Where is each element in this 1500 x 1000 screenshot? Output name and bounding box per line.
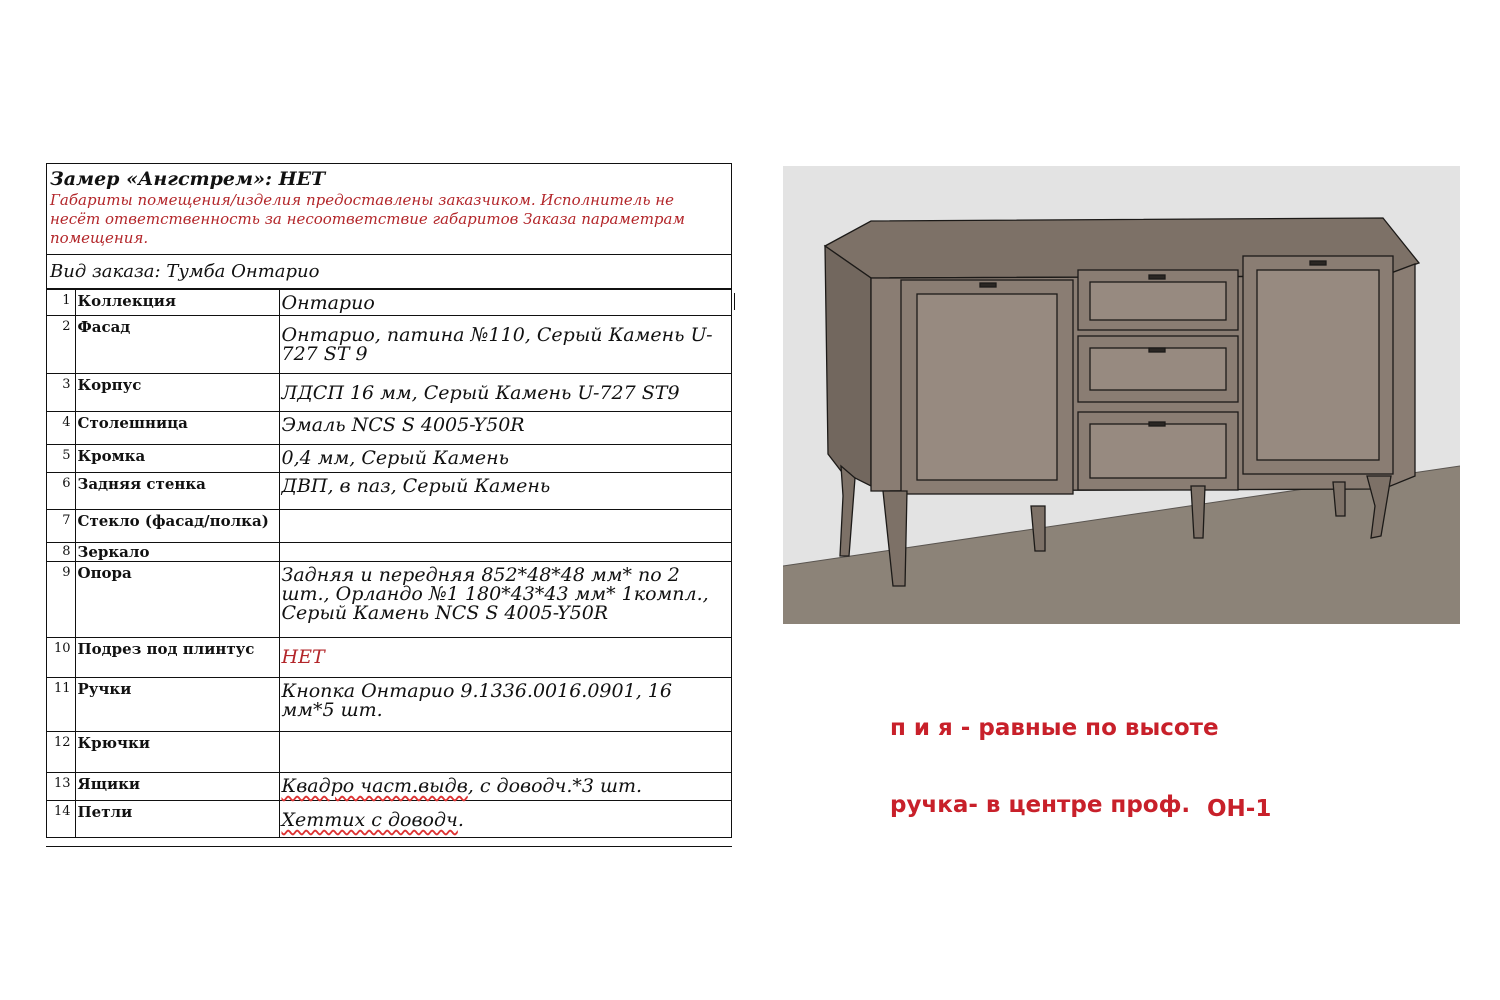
row-label: Ящики <box>75 773 279 801</box>
row-value: ЛДСП 16 мм, Серый Камень U-727 ST9 <box>279 374 731 412</box>
drawer-bottom-panel <box>1090 424 1226 478</box>
row-value: Онтарио, патина №110, Серый Камень U-727 ST 9 <box>279 316 731 374</box>
row-value: Онтарио <box>279 290 731 316</box>
table-row <box>47 543 731 562</box>
row-label: Корпус <box>75 374 279 412</box>
row-value-rest: . <box>457 809 464 831</box>
measure-title: Замер «Ангстрем»: НЕТ <box>50 168 326 190</box>
table-row <box>47 678 731 732</box>
handle-drawer-bottom <box>1149 422 1165 426</box>
table-row <box>47 473 731 510</box>
row-label: Задняя стенка <box>75 473 279 510</box>
order-type: Вид заказа: Тумба Онтарио <box>47 255 731 289</box>
row-value-rest: , с доводч.*3 шт. <box>467 775 643 797</box>
row-number: 13 <box>47 773 75 801</box>
table-row <box>47 638 731 678</box>
leg-inner-right <box>1191 486 1205 538</box>
row-label: Фасад <box>75 316 279 374</box>
drawer-top-panel <box>1090 282 1226 320</box>
cabinet-side <box>825 246 871 486</box>
row-number: 2 <box>47 316 75 374</box>
row-value <box>279 801 731 838</box>
responsibility-warning: Габариты помещения/изделия предоставлены заказчиком. Исполнитель не несёт ответственность за несоответствие габаритов Заказа параметрам помещения. <box>50 191 685 247</box>
drawer-middle-panel <box>1090 348 1226 390</box>
row-value <box>279 773 731 801</box>
row-value: Задняя и передняя 852*48*48 мм* по 2 шт., Орландо №1 180*43*43 мм* 1компл., Серый Камень NCS S 4005-Y50R <box>279 562 731 638</box>
row-number: 12 <box>47 732 75 773</box>
row-label: Крючки <box>75 732 279 773</box>
table-row <box>47 374 731 412</box>
row-value: ДВП, в паз, Серый Камень <box>279 473 731 510</box>
row-value <box>279 543 731 562</box>
table-bottom-rule <box>46 846 732 847</box>
row-number: 5 <box>47 445 75 473</box>
handle-drawer-middle <box>1149 348 1165 352</box>
row-number: 8 <box>47 543 75 562</box>
row-value: Кнопка Онтарио 9.1336.0016.0901, 16 мм*5 шт. <box>279 678 731 732</box>
row-value: НЕТ <box>279 638 731 678</box>
spellcheck-underlined-text: Хеттих с доводч <box>281 809 458 831</box>
table-row <box>47 773 731 801</box>
table-row <box>47 445 731 473</box>
row-number: 4 <box>47 412 75 445</box>
row-value <box>279 510 731 543</box>
handle-drawer-top <box>1149 275 1165 279</box>
right-door-panel <box>1257 270 1379 460</box>
spec-table <box>47 289 731 838</box>
row-value <box>279 732 731 773</box>
row-label: Опора <box>75 562 279 638</box>
table-row <box>47 801 731 838</box>
table-row <box>47 510 731 543</box>
row-label: Кромка <box>75 445 279 473</box>
row-number: 11 <box>47 678 75 732</box>
row-label: Стекло (фасад/полка) <box>75 510 279 543</box>
handle-left-door <box>980 283 996 287</box>
table-row <box>47 290 731 316</box>
note-equal-height: п и я - равные по высоте <box>890 715 1219 741</box>
measure-header <box>47 164 731 255</box>
row-number: 14 <box>47 801 75 838</box>
table-row <box>47 316 731 374</box>
row-value: 0,4 мм, Серый Камень <box>279 445 731 473</box>
row-label: Коллекция <box>75 290 279 316</box>
row-number: 7 <box>47 510 75 543</box>
row-number: 10 <box>47 638 75 678</box>
row-number: 3 <box>47 374 75 412</box>
note-handle-position: ручка- в центре проф. <box>890 792 1191 818</box>
row-label: Ручки <box>75 678 279 732</box>
row-label: Столешница <box>75 412 279 445</box>
spec-sheet <box>46 163 732 838</box>
table-row <box>47 562 731 638</box>
spellcheck-underlined-text: Квадро част.выдв <box>281 775 468 797</box>
row-number: 9 <box>47 562 75 638</box>
text-cursor <box>734 293 735 310</box>
cabinet-render <box>783 166 1460 624</box>
row-label: Петли <box>75 801 279 838</box>
row-number: 6 <box>47 473 75 510</box>
table-row <box>47 412 731 445</box>
note-code: ОН-1 <box>1207 796 1272 822</box>
handle-right-door <box>1310 261 1326 265</box>
row-label: Подрез под плинтус <box>75 638 279 678</box>
row-label: Зеркало <box>75 543 279 562</box>
left-door-panel <box>917 294 1057 480</box>
table-row <box>47 732 731 773</box>
row-value: Эмаль NCS S 4005-Y50R <box>279 412 731 445</box>
row-number: 1 <box>47 290 75 316</box>
